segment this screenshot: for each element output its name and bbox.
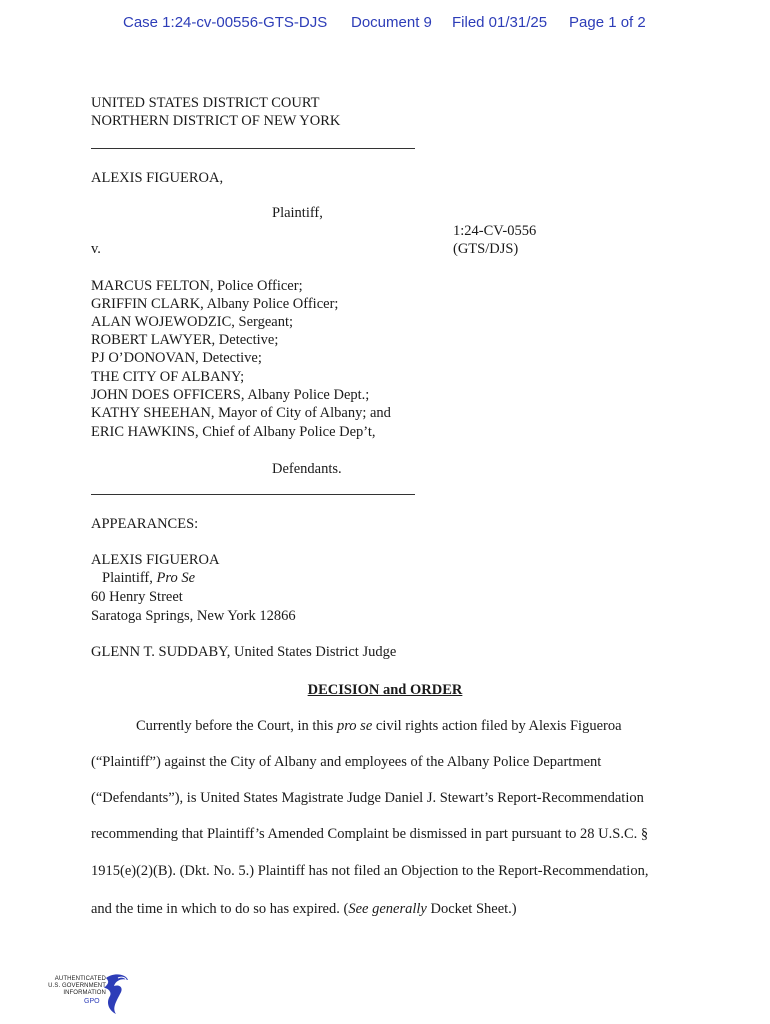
body-italic: pro se xyxy=(336,718,373,734)
appearance-city: Saratoga Springs, New York 12866 xyxy=(91,608,296,624)
body-line: (“Plaintiff”) against the City of Albany and employees of the Albany Police Department xyxy=(91,754,602,770)
decision-title: DECISION and ORDER xyxy=(307,682,463,698)
body-line: 1915(e)(2)(B). (Dkt. No. 5.) Plaintiff has not filed an Objection to the Report-Recommendation, xyxy=(91,863,649,879)
body-line xyxy=(91,900,517,918)
case-judges: (GTS/DJS) xyxy=(453,241,519,257)
case-number-header: Case 1:24-cv-00556-GTS-DJS xyxy=(123,14,328,31)
appearance-role xyxy=(102,569,195,587)
gpo-line: AUTHENTICATED xyxy=(54,976,106,982)
caption-rule-bottom xyxy=(91,494,415,495)
defendant-item: GRIFFIN CLARK, Albany Police Officer; xyxy=(91,296,339,312)
defendant-item: ALAN WOJEWODZIC, Sergeant; xyxy=(91,314,294,330)
judge-line: GLENN T. SUDDABY, United States District Judge xyxy=(91,644,397,660)
body-line xyxy=(136,717,622,735)
body-text: and the time in which to do so has expired. ( xyxy=(91,901,349,917)
body-line: recommending that Plaintiff’s Amended Complaint be dismissed in part pursuant to 28 U.S.C. § xyxy=(91,826,649,842)
eagle-icon xyxy=(102,972,130,1016)
defendant-item: ERIC HAWKINS, Chief of Albany Police Dep’t, xyxy=(91,424,376,440)
page-number-header: Page 1 of 2 xyxy=(569,14,646,31)
defendant-item: ROBERT LAWYER, Detective; xyxy=(91,332,279,348)
defendant-item: PJ O’DONOVAN, Detective; xyxy=(91,350,262,366)
versus: v. xyxy=(91,241,101,257)
appearance-name: ALEXIS FIGUEROA xyxy=(91,552,220,568)
gpo-authentication-seal xyxy=(44,972,130,1016)
caption-rule-top xyxy=(91,148,415,149)
court-name-line1: UNITED STATES DISTRICT COURT xyxy=(91,95,320,111)
defendant-item: MARCUS FELTON, Police Officer; xyxy=(91,278,303,294)
court-name-line2: NORTHERN DISTRICT OF NEW YORK xyxy=(91,113,341,129)
case-number: 1:24-CV-0556 xyxy=(453,223,537,239)
gpo-line: U.S. GOVERNMENT xyxy=(48,983,106,989)
appearance-street: 60 Henry Street xyxy=(91,589,183,605)
gpo-label: GPO xyxy=(84,998,100,1005)
plaintiff-name: ALEXIS FIGUEROA, xyxy=(91,170,224,186)
appearance-role-italic: Pro Se xyxy=(156,570,196,586)
document-number-header: Document 9 xyxy=(351,14,432,31)
defendant-item: KATHY SHEEHAN, Mayor of City of Albany; and xyxy=(91,405,391,421)
body-text: civil rights action filed by Alexis Figueroa xyxy=(372,718,622,734)
filed-date-header: Filed 01/31/25 xyxy=(452,14,548,31)
gpo-line: INFORMATION xyxy=(63,990,106,996)
ecf-header xyxy=(0,14,770,34)
defendant-item: JOHN DOES OFFICERS, Albany Police Dept.; xyxy=(91,387,370,403)
body-line: (“Defendants”), is United States Magistrate Judge Daniel J. Stewart’s Report-Recommendation xyxy=(91,790,644,806)
body-text: Docket Sheet.) xyxy=(426,901,517,917)
body-text: Currently before the Court, in this xyxy=(136,718,337,734)
appearances-heading: APPEARANCES: xyxy=(91,516,199,532)
appearance-role-prefix: Plaintiff, xyxy=(102,570,157,586)
gpo-seal-text xyxy=(44,976,106,997)
plaintiff-role: Plaintiff, xyxy=(272,205,323,221)
defendants-role: Defendants. xyxy=(272,461,342,477)
defendant-item: THE CITY OF ALBANY; xyxy=(91,369,245,385)
body-italic: See generally xyxy=(348,901,427,917)
